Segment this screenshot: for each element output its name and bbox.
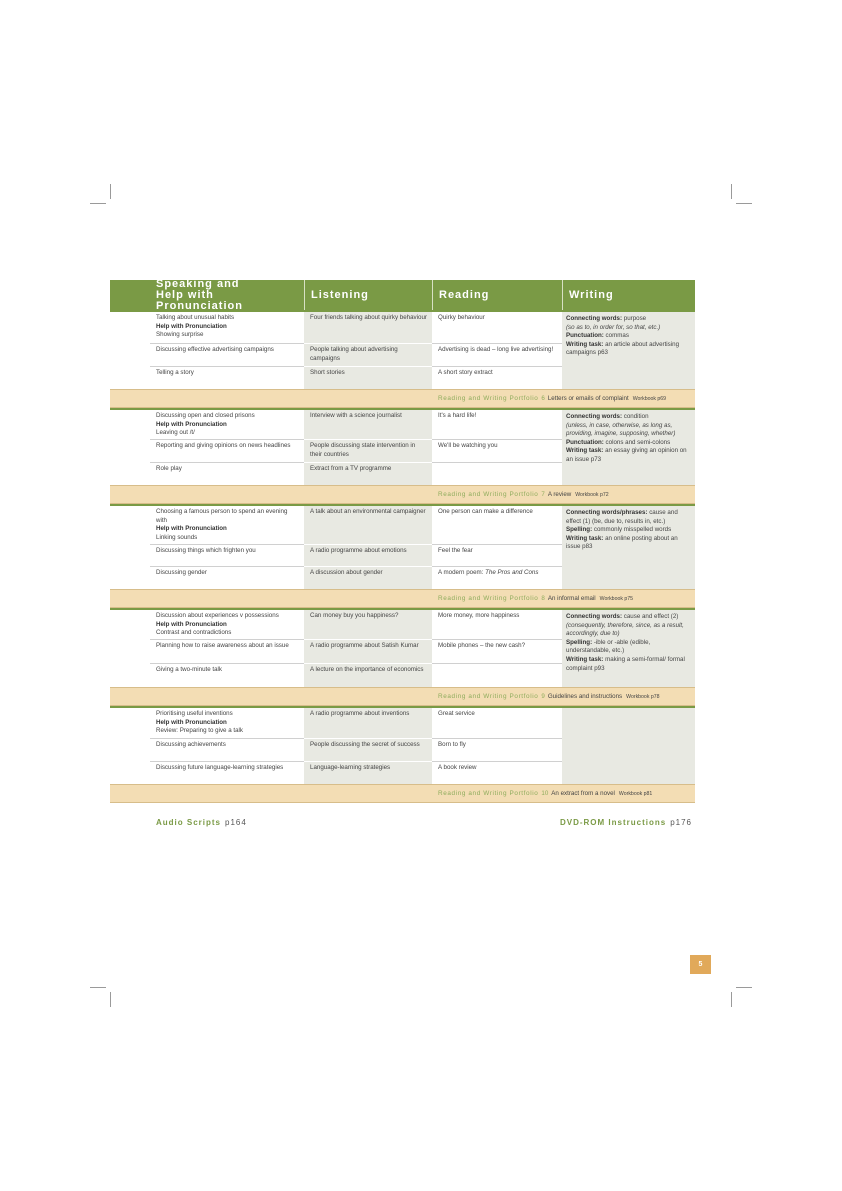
footer [156,818,692,827]
writing-cell: Connecting words: cause and effect (2) (consequently, therefore, since, as a result, accordingly, due to) Spelling: -ible or -able (edible, understandable, etc.) Writing task: making a semi-formal/ formal complaint p93 [562,610,695,687]
audio-scripts-link[interactable]: Audio Scripts p164 [156,818,247,827]
reading-cell: A short story extract [438,369,493,376]
listening-cell: Can money buy you happiness? [304,610,432,640]
speaking-cell: Reporting and giving opinions on news headlines [150,440,304,463]
listening-cell: A discussion about gender [304,567,432,589]
portfolio-row: Reading and Writing Portfolio 6 Letters or emails of complaint Workbook p69 [110,389,695,408]
table-row [150,739,562,762]
speaking-cell: Discussion about experiences v possessions Help with Pronunciation Contrast and contradictions [150,610,304,640]
header-speaking: Speaking and Help with Pronunciation [156,277,243,312]
listening-cell: A radio programme about inventions [304,708,432,739]
listening-cell: A lecture on the importance of economics [304,664,432,687]
speaking-cell: Discussing effective advertising campaigns [150,344,304,367]
table-row [150,664,562,687]
crop-mark [731,992,732,1007]
unit-block [110,504,695,589]
speaking-cell: Discussing achievements [150,739,304,762]
writing-cell [562,708,695,784]
page-number: 5 [690,955,711,974]
reading-cell: A modern poem: The Pros and Cons [438,569,539,576]
unit-block [110,608,695,687]
header-writing: Writing [562,280,695,310]
crop-mark [90,203,106,204]
speaking-cell: Discussing open and closed prisons Help with Pronunciation Leaving out /t/ [150,410,304,440]
reading-cell [432,463,562,485]
unit-block [110,310,695,389]
writing-cell: Connecting words/phrases: cause and effect (1) (be, due to, results in, etc.) Spelling: commonly misspelled words Writing task: an online posting about an issue p83 [562,506,695,589]
speaking-cell: Telling a story [156,369,194,376]
table-row [150,545,562,567]
table-row [150,312,562,344]
crop-mark [736,987,752,988]
speaking-cell: Prioritising useful inventions Help with Pronunciation Review: Preparing to give a talk [150,708,304,739]
table-row [150,567,562,589]
table-row [150,610,562,640]
table-row [150,344,562,367]
listening-cell: Interview with a science journalist [304,410,432,440]
reading-cell: One person can make a difference [432,506,562,545]
crop-mark [110,992,111,1007]
reading-cell [432,664,562,687]
speaking-cell: Choosing a famous person to spend an evening with Help with Pronunciation Linking sounds [150,506,304,545]
table-row [150,410,562,440]
listening-cell: Four friends talking about quirky behaviour [304,312,432,344]
portfolio-row: Reading and Writing Portfolio 9 Guidelines and instructions Workbook p78 [110,687,695,706]
contents-table [110,277,695,803]
speaking-cell: Role play [156,465,182,472]
reading-cell: Advertising is dead – long live advertising! [432,344,562,367]
portfolio-row: Reading and Writing Portfolio 10 An extract from a novel Workbook p81 [110,784,695,803]
writing-cell: Connecting words: purpose (so as to, in order for, so that, etc.) Punctuation: commas Writing task: an article about advertising campaigns p63 [562,312,695,389]
listening-cell: Short stories [304,367,432,389]
speaking-cell: Discussing gender [156,569,207,576]
reading-cell: Mobile phones – the new cash? [432,640,562,664]
reading-cell: Quirky behaviour [432,312,562,344]
table-row [150,708,562,739]
speaking-cell: Giving a two-minute talk [156,666,223,673]
portfolio-row: Reading and Writing Portfolio 7 A review Workbook p72 [110,485,695,504]
unit-block [110,706,695,784]
reading-cell: More money, more happiness [432,610,562,640]
writing-cell: Connecting words: condition (unless, in case, otherwise, as long as, providing, imagine, supposing, whether) Punctuation: colons and semi-colons Writing task: an essay giving an opinion on an issue p73 [562,410,695,485]
listening-cell: A radio programme about emotions [304,545,432,567]
speaking-cell: Discussing things which frighten you [150,545,304,567]
crop-mark [736,203,752,204]
table-row [150,506,562,545]
dvd-rom-instructions-link[interactable]: DVD-ROM Instructions p176 [559,818,692,827]
table-row [150,367,562,389]
table-row [150,440,562,463]
reading-cell: A book review [438,764,477,771]
table-header [110,277,695,312]
reading-cell: Great service [432,708,562,739]
table-row [150,640,562,664]
table-row [150,463,562,485]
unit-block [110,408,695,485]
speaking-cell: Discussing future language-learning strategies [156,764,284,771]
speaking-cell: Planning how to raise awareness about an issue [150,640,304,664]
reading-cell: Born to fly [432,739,562,762]
portfolio-row: Reading and Writing Portfolio 8 An informal email Workbook p75 [110,589,695,608]
listening-cell: People discussing state intervention in their countries [304,440,432,463]
listening-cell: A radio programme about Satish Kumar [304,640,432,664]
header-reading: Reading [432,280,562,310]
listening-cell: Extract from a TV programme [304,463,432,485]
speaking-cell: Talking about unusual habits Help with Pronunciation Showing surprise [150,312,304,344]
reading-cell: Feel the fear [432,545,562,567]
crop-mark [90,987,106,988]
header-listening: Listening [304,280,432,310]
crop-mark [110,184,111,199]
listening-cell: People talking about advertising campaigns [304,344,432,367]
table-row [150,762,562,784]
reading-cell: It's a hard life! [432,410,562,440]
listening-cell: People discussing the secret of success [304,739,432,762]
listening-cell: A talk about an environmental campaigner [304,506,432,545]
crop-mark [731,184,732,199]
listening-cell: Language-learning strategies [304,762,432,784]
reading-cell: We'll be watching you [432,440,562,463]
